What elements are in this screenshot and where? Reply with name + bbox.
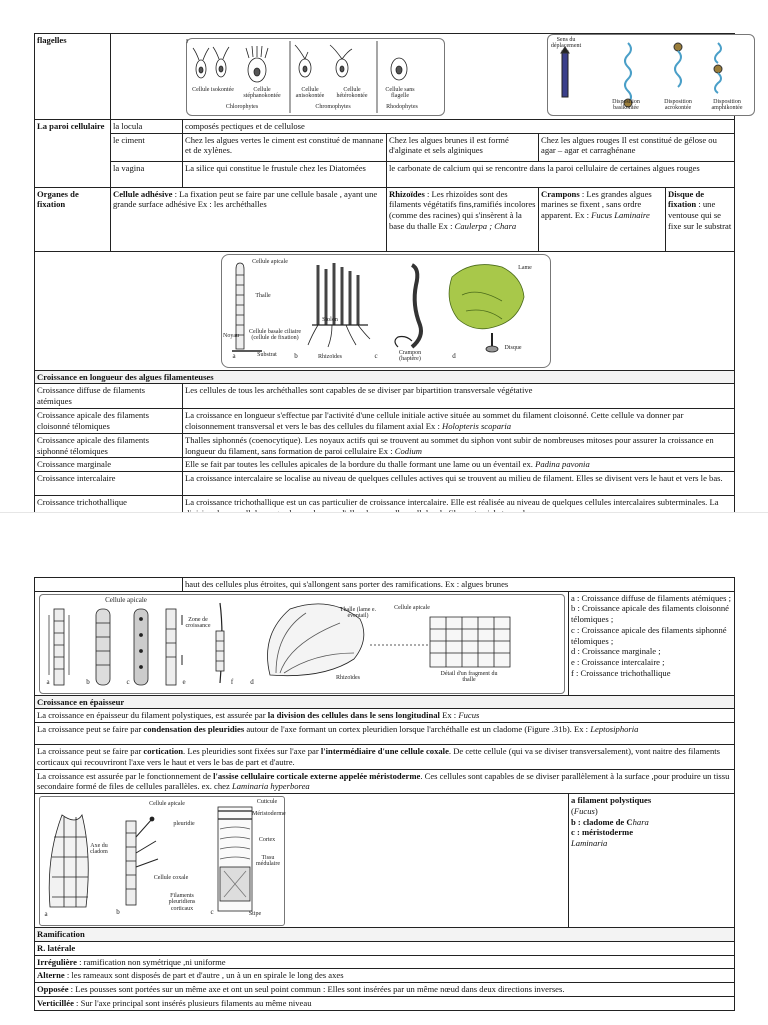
letter-a2: a: [46, 677, 50, 686]
flagella-types-figure: [186, 38, 445, 116]
label-zone-croissance: Zone de croissance: [185, 616, 211, 630]
row-ramification-verticillee: [35, 996, 735, 1010]
row-ramification-title: [35, 928, 735, 942]
ramification-opposee: Opposée : Les pousses sont portées sur un même axe et ont un seul point commun : Elles sont insérées par un même nœud dans deux directions inverses.: [35, 983, 735, 997]
vagina-silice: La silice qui constitue le frustule chez les Diatomées: [183, 161, 387, 187]
croissance-label-3: Croissance marginale: [35, 458, 183, 472]
label-cellule-apicale-e: Cellule apicale: [149, 801, 185, 808]
croissance-longueur-title: Croissance en longueur des algues filamenteuses: [35, 370, 735, 384]
ramification-title: Ramification: [35, 928, 735, 942]
row-croissance-diffuse: [35, 384, 735, 408]
ciment-rouges: Chez les algues rouges Il est constitué de gélose ou agar – agar et carraghénane: [539, 133, 735, 161]
vagina-calcium: le carbonate de calcium qui se rencontre dans la paroi cellulaire de certaines algues rouges: [387, 161, 735, 187]
row-croissance-apicale-siphonne: [35, 433, 735, 457]
legend-item-f: f : Croissance trichothallique: [571, 667, 671, 678]
croissance-label-1: Croissance apicale des filaments cloisonné télomiques: [35, 408, 183, 433]
row-epaisseur-2: [35, 723, 735, 745]
epaisseur-text-3: La croissance peut se faire par cortication. Les pleuridies sont fixées sur l'axe par l'intermédiaire d'une cellule coxale. De cette cellule (qui va se diviser transversalement), vont naitre des filaments corticaux qui recouvriront l'axe vers le haut et vers le bas de part et d'autre.: [35, 745, 735, 769]
row-vagina: [35, 161, 735, 187]
label-cellule-basale: Cellule basale ciliaire (cellule de fixation): [249, 328, 301, 342]
row-croissance-marginale: [35, 458, 735, 472]
epaisseur-figure: [39, 796, 285, 926]
row-growth-figure: [35, 591, 735, 695]
croissance-text-1: La croissance en longueur s'effectue par l'activité d'une cellule initiale active située au sommet du filament cloisonné. Cette cellule va donner par cloisonnement transversal et vers le bas des cellules du filament axial Ex : Holopteris scoparia: [183, 408, 735, 433]
growth-legend: [569, 591, 735, 695]
label-cellule-apicale: Cellule apicale: [252, 258, 288, 265]
letter-b: b: [294, 351, 298, 360]
continuation-text: haut des cellules plus étroites, qui s'allongent sans porter des ramifications. Ex : algues brunes: [183, 578, 735, 592]
legend-item-c: c : Croissance apicale des filaments siphonné télomiques ;: [571, 624, 727, 646]
row-fixation-figure: [35, 251, 735, 370]
fixation-rhizoides: Rhizoïdes : Les rhizoïdes sont des filaments végétatifs fins,ramifiés incolores (comme des racines) qui s'insèrent à la base du thalle Ex : Caulerpa ; Chara: [387, 187, 539, 251]
epaisseur-title: Croissance en épaisseur: [35, 695, 735, 709]
row-epaisseur-1: [35, 709, 735, 723]
letter-f2: f: [230, 677, 234, 686]
algae-table-page-2: [34, 577, 735, 1011]
label-substrat: Substrat: [257, 351, 277, 358]
label-anisokontee: Cellule anisokontée: [295, 87, 325, 100]
row-locula: [35, 120, 735, 134]
label-noyau: Noyau: [223, 332, 239, 339]
document-page-1: [0, 0, 768, 512]
row-fixation: [35, 187, 735, 251]
letter-c2: c: [126, 677, 130, 686]
letter-b3: b: [116, 908, 120, 917]
croissance-label-0: Croissance diffuse de filaments atémiques: [35, 384, 183, 408]
label-tissu-medulaire: Tissu médulaire: [256, 855, 280, 868]
croissance-text-5: La croissance trichothallique est un cas particulier de croissance intercalaire. Elle est réalisée au niveau de quelques cellules intercalaires subterminales. La: [183, 496, 735, 520]
letter-c: c: [374, 351, 378, 360]
row-ramification-opposee: [35, 983, 735, 997]
label-pleuridie: pleuridie: [173, 821, 195, 828]
croissance-label-4: Croissance intercalaire: [35, 472, 183, 496]
croissance-label-2: Croissance apicale des filaments siphonné télomiques: [35, 433, 183, 457]
row-epaisseur-3: [35, 745, 735, 769]
letter-d: d: [452, 351, 456, 360]
label-stolon: Stolon: [322, 316, 338, 323]
label-amphikontee: Disposition amphikontée: [711, 99, 743, 112]
row-croissance-intercalaire: [35, 472, 735, 496]
row-epaisseur-figure: [35, 794, 735, 928]
row-epaisseur-title: [35, 695, 735, 709]
label-rhizoides-d: Rhizoïdes: [336, 674, 360, 681]
document-page-2: [0, 512, 768, 1025]
label-lame: Lame: [518, 264, 532, 271]
label-isokontee: Cellule isokontée: [192, 87, 234, 93]
legend-item-e: e : Croissance intercalaire ;: [571, 657, 665, 668]
label-cellule-coxale: Cellule coxale: [153, 875, 189, 882]
fixation-crampons: Crampons : Les grandes algues marines se fixent , sans ordre apparent. Ex : Fucus Laminaire: [539, 187, 666, 251]
ciment-label: le ciment: [111, 133, 183, 161]
row-croissance-title: [35, 370, 735, 384]
croissance-label-5: Croissance trichothallique: [35, 496, 183, 520]
label-stipe: Stipe: [248, 911, 262, 918]
row-ciment: [35, 133, 735, 161]
vagina-label: la vagina: [111, 161, 183, 187]
label-cellule-apicale-d: Cellule apicale: [394, 604, 430, 611]
flagelles-label: flagelles: [35, 34, 111, 120]
row-ramification-alterne: [35, 969, 735, 983]
group-chlorophytes: Chlorophytes: [225, 104, 259, 110]
croissance-text-4: La croissance intercalaire se localise au niveau de quelques cellules actives qui se trouvent au milieu de filament. Elles se divisent vers le haut et vers le bas.: [183, 472, 735, 496]
letter-a: a: [232, 351, 236, 360]
label-sens-deplacement: Sens du déplacement: [550, 37, 582, 50]
flagella-disposition-figure: [547, 34, 755, 116]
legend-item-b: b : Croissance apicale des filaments cloisonné télomiques ;: [571, 603, 729, 625]
label-filaments-corticaux: Filaments pleuridiens corticaux: [168, 893, 196, 912]
growth-types-figure: [39, 594, 565, 694]
locula-text: composés pectiques et de cellulose: [183, 120, 735, 134]
row-ramification-irreguliere: [35, 955, 735, 969]
fixation-disque: Disque de fixation : une ventouse qui se fixe sur le substrat: [666, 187, 735, 251]
letter-b2: b: [86, 677, 90, 686]
label-detail-fragment: Détail d'un fragment du thalle: [440, 670, 498, 684]
epaisseur-text-4: La croissance est assurée par le fonctionnement de l'assise cellulaire corticale externe appelée méristoderme. Ces cellules sont capables de se diviser parallèlement à la surface ,pour produire un tissu secondaire formé de files de cellules parallèles. ex. chez Laminaria hyperborea: [35, 769, 735, 793]
letter-d2: d: [250, 677, 254, 686]
label-basikontee: Disposition basikontée: [612, 99, 640, 112]
group-rhodophytes: Rhodophytes: [386, 104, 418, 110]
label-cuticule: Cuticule: [256, 799, 278, 806]
fixation-cellule-adhesive: Cellule adhésive : La fixation peut se faire par une cellule basale , ayant une grande surface adhésive Ex : les archéthalles: [111, 187, 387, 251]
algae-table-page-1: [34, 33, 743, 521]
label-cellule-apicale-a: Cellule apicale: [105, 595, 147, 604]
letter-a3: a: [44, 910, 48, 919]
legend-item-d: d : Croissance marginale ;: [571, 646, 661, 657]
label-crampon: Crampon (haptère): [398, 349, 422, 363]
label-sans-flagelle: Cellule sans flagelle: [385, 87, 415, 100]
paroi-label: La paroi cellulaire: [35, 120, 111, 188]
label-rhizoides: Rhizoïdes: [318, 353, 342, 360]
locula-label: la locula: [111, 120, 183, 134]
row-continuation: [35, 578, 735, 592]
label-axe-cladom: Axe du cladom: [90, 843, 108, 856]
label-stephanokontee: Cellule stéphanokontée: [243, 87, 281, 100]
legend-item-a: a : Croissance diffuse de filaments atémiques ;: [571, 592, 731, 603]
croissance-text-0: Les cellules de tous les archéthalles sont capables de se diviser par bipartition transversale végétative: [183, 384, 735, 408]
row-epaisseur-4: [35, 769, 735, 793]
label-disque: Disque: [504, 344, 522, 351]
epaisseur-text-1: La croissance en épaisseur du filament polystiques, est assurée par la division des cellules dans le sens longitudinal Ex : Fucus: [35, 709, 735, 723]
letter-e2: e: [182, 677, 186, 686]
label-acrokontee: Disposition acrokontée: [664, 99, 692, 112]
label-thalle-eventail: Thalle (lame e. éventail): [339, 606, 377, 620]
ciment-vertes: Chez les algues vertes le ciment est constitué de mannane et de xylènes.: [183, 133, 387, 161]
group-chromophytes: Chromophytes: [315, 104, 351, 110]
label-thalle: Thalle: [255, 292, 271, 299]
label-heterokontee: Cellule hétérokontée: [336, 87, 368, 100]
epaisseur-text-2: La croissance peut se faire par condensation des pleuridies autour de l'axe formant un cortex pleuridien lorsque l'archéthalle est un cladome (Figure .31b). Ex : Leptosiphoria: [35, 723, 735, 745]
row-flagelles: [35, 34, 735, 120]
ramification-laterale: R. latérale: [35, 941, 735, 955]
row-croissance-apicale-cloisonne: [35, 408, 735, 433]
fixation-organs-figure: [221, 254, 551, 368]
croissance-text-3: Elle se fait par toutes les cellules apicales de la bordure du thalle formant une lame ou un éventail ex. Padina pavonia: [183, 458, 735, 472]
ramification-alterne: Alterne : les rameaux sont disposés de part et d'autre , un à un en spirale le long des axes: [35, 969, 735, 983]
epaisseur-legend: a filament polystiques (Fucus) b : cladome de Chara c : méristoderme Laminaria: [569, 794, 735, 928]
ramification-verticillee: Verticillée : Sur l'axe principal sont insérés plusieurs filaments au même niveau: [35, 996, 735, 1010]
label-cortex: Cortex: [258, 837, 276, 844]
label-meristoderme: Méristoderme: [252, 811, 286, 818]
croissance-text-2: Thalles siphonnés (coenocytique). Les noyaux actifs qui se trouvent au sommet du siphon vont subir de nombreuses mitoses pour assurer la croissance en longueur du filament, sans formation de paroi cellulaire Ex : Codium: [183, 433, 735, 457]
row-ramification-sub: [35, 941, 735, 955]
ramification-irreguliere: Irrégulière : ramification non symétrique ,ni uniforme: [35, 955, 735, 969]
fixation-label: Organes de fixation: [35, 187, 111, 251]
ciment-brunes: Chez les algues brunes il est formé d'alginate et sels alginiques: [387, 133, 539, 161]
letter-c3: c: [210, 908, 214, 917]
